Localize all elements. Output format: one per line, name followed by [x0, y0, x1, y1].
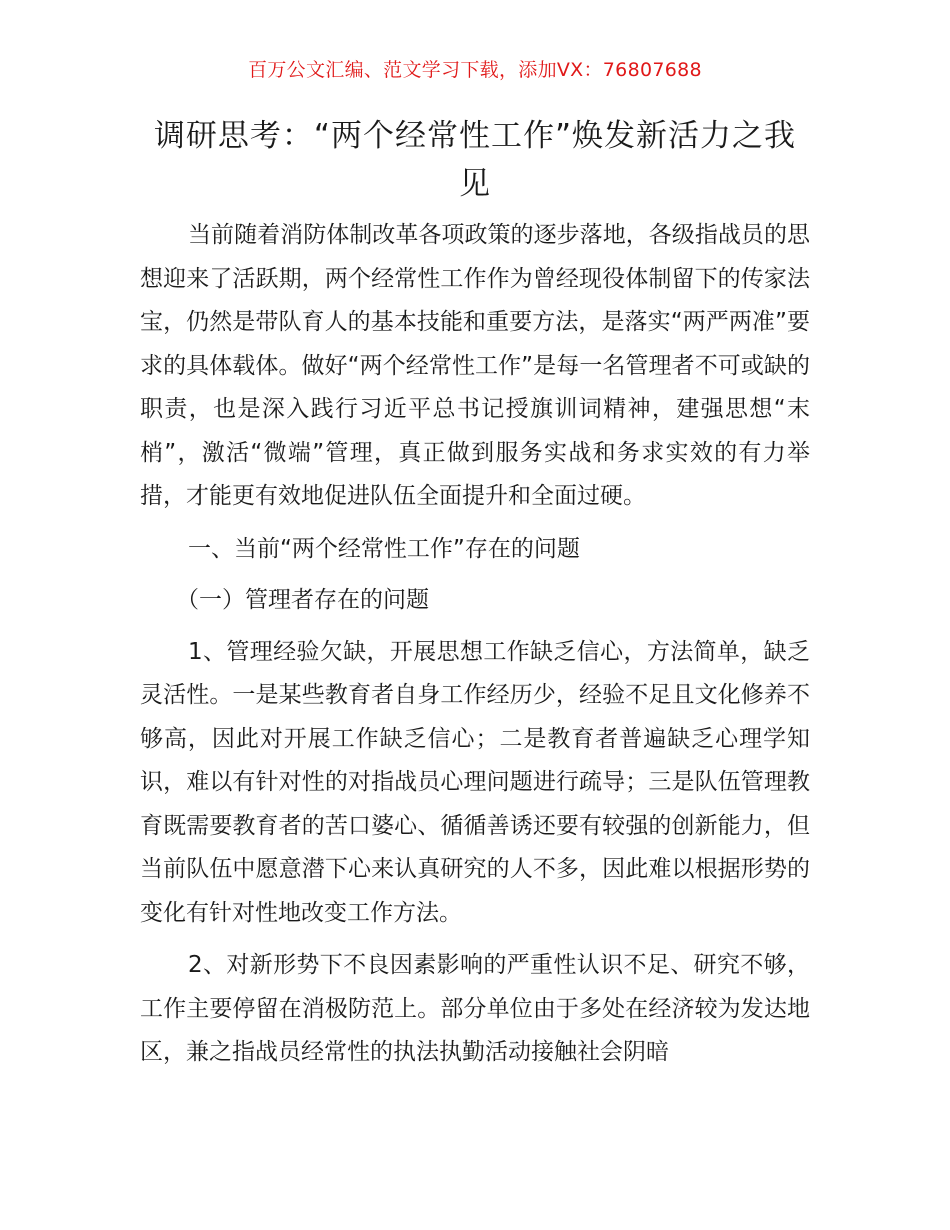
point-2-paragraph: 2、对新形势下不良因素影响的严重性认识不足、研究不够，工作主要停留在消极防范上。部分单位由于多处在经济较为发达地区，兼之指战员经常性的执法执勤活动接触社会阴暗: [140, 952, 810, 1065]
intro-paragraph: 当前随着消防体制改革各项政策的逐步落地，各级指战员的思想迎来了活跃期，两个经常性工作作为曾经现役体制留下的传家法宝，仍然是带队育人的基本技能和重要方法，是落实“两严两准”要求的具体载体。做好“两个经常性工作”是每一名管理者不可或缺的职责，也是深入践行习近平总书记授旗训词精神，建强思想“末梢”，激活“微端”管理，真正做到服务实战和务求实效的有力举措，才能更有效地促进队伍全面提升和全面过硬。: [140, 222, 810, 509]
section-1-heading: 一、当前“两个经常性工作”存在的问题: [188, 535, 580, 562]
point-1-paragraph: 1、管理经验欠缺，开展思想工作缺乏信心，方法简单，缺乏灵活性。一是某些教育者自身工作经历少，经验不足且文化修养不够高，因此对开展工作缺乏信心；二是教育者普遍缺乏心理学知识，难以有针对性的对指战员心理问题进行疏导；三是队伍管理教育既需要教育者的苦口婆心、循循善诱还要有较强的创新能力，但当前队伍中愿意潜下心来认真研究的人不多，因此难以根据形势的变化有针对性地改变工作方法。: [140, 638, 810, 926]
document-title: 调研思考：“两个经常性工作”焕发新活力之我见: [153, 118, 797, 202]
header-watermark: 百万公文汇编、范文学习下载，添加VX：76807688: [248, 59, 702, 81]
subsection-1-heading: （一）管理者存在的问题: [176, 587, 429, 613]
document-body: [140, 214, 810, 1075]
